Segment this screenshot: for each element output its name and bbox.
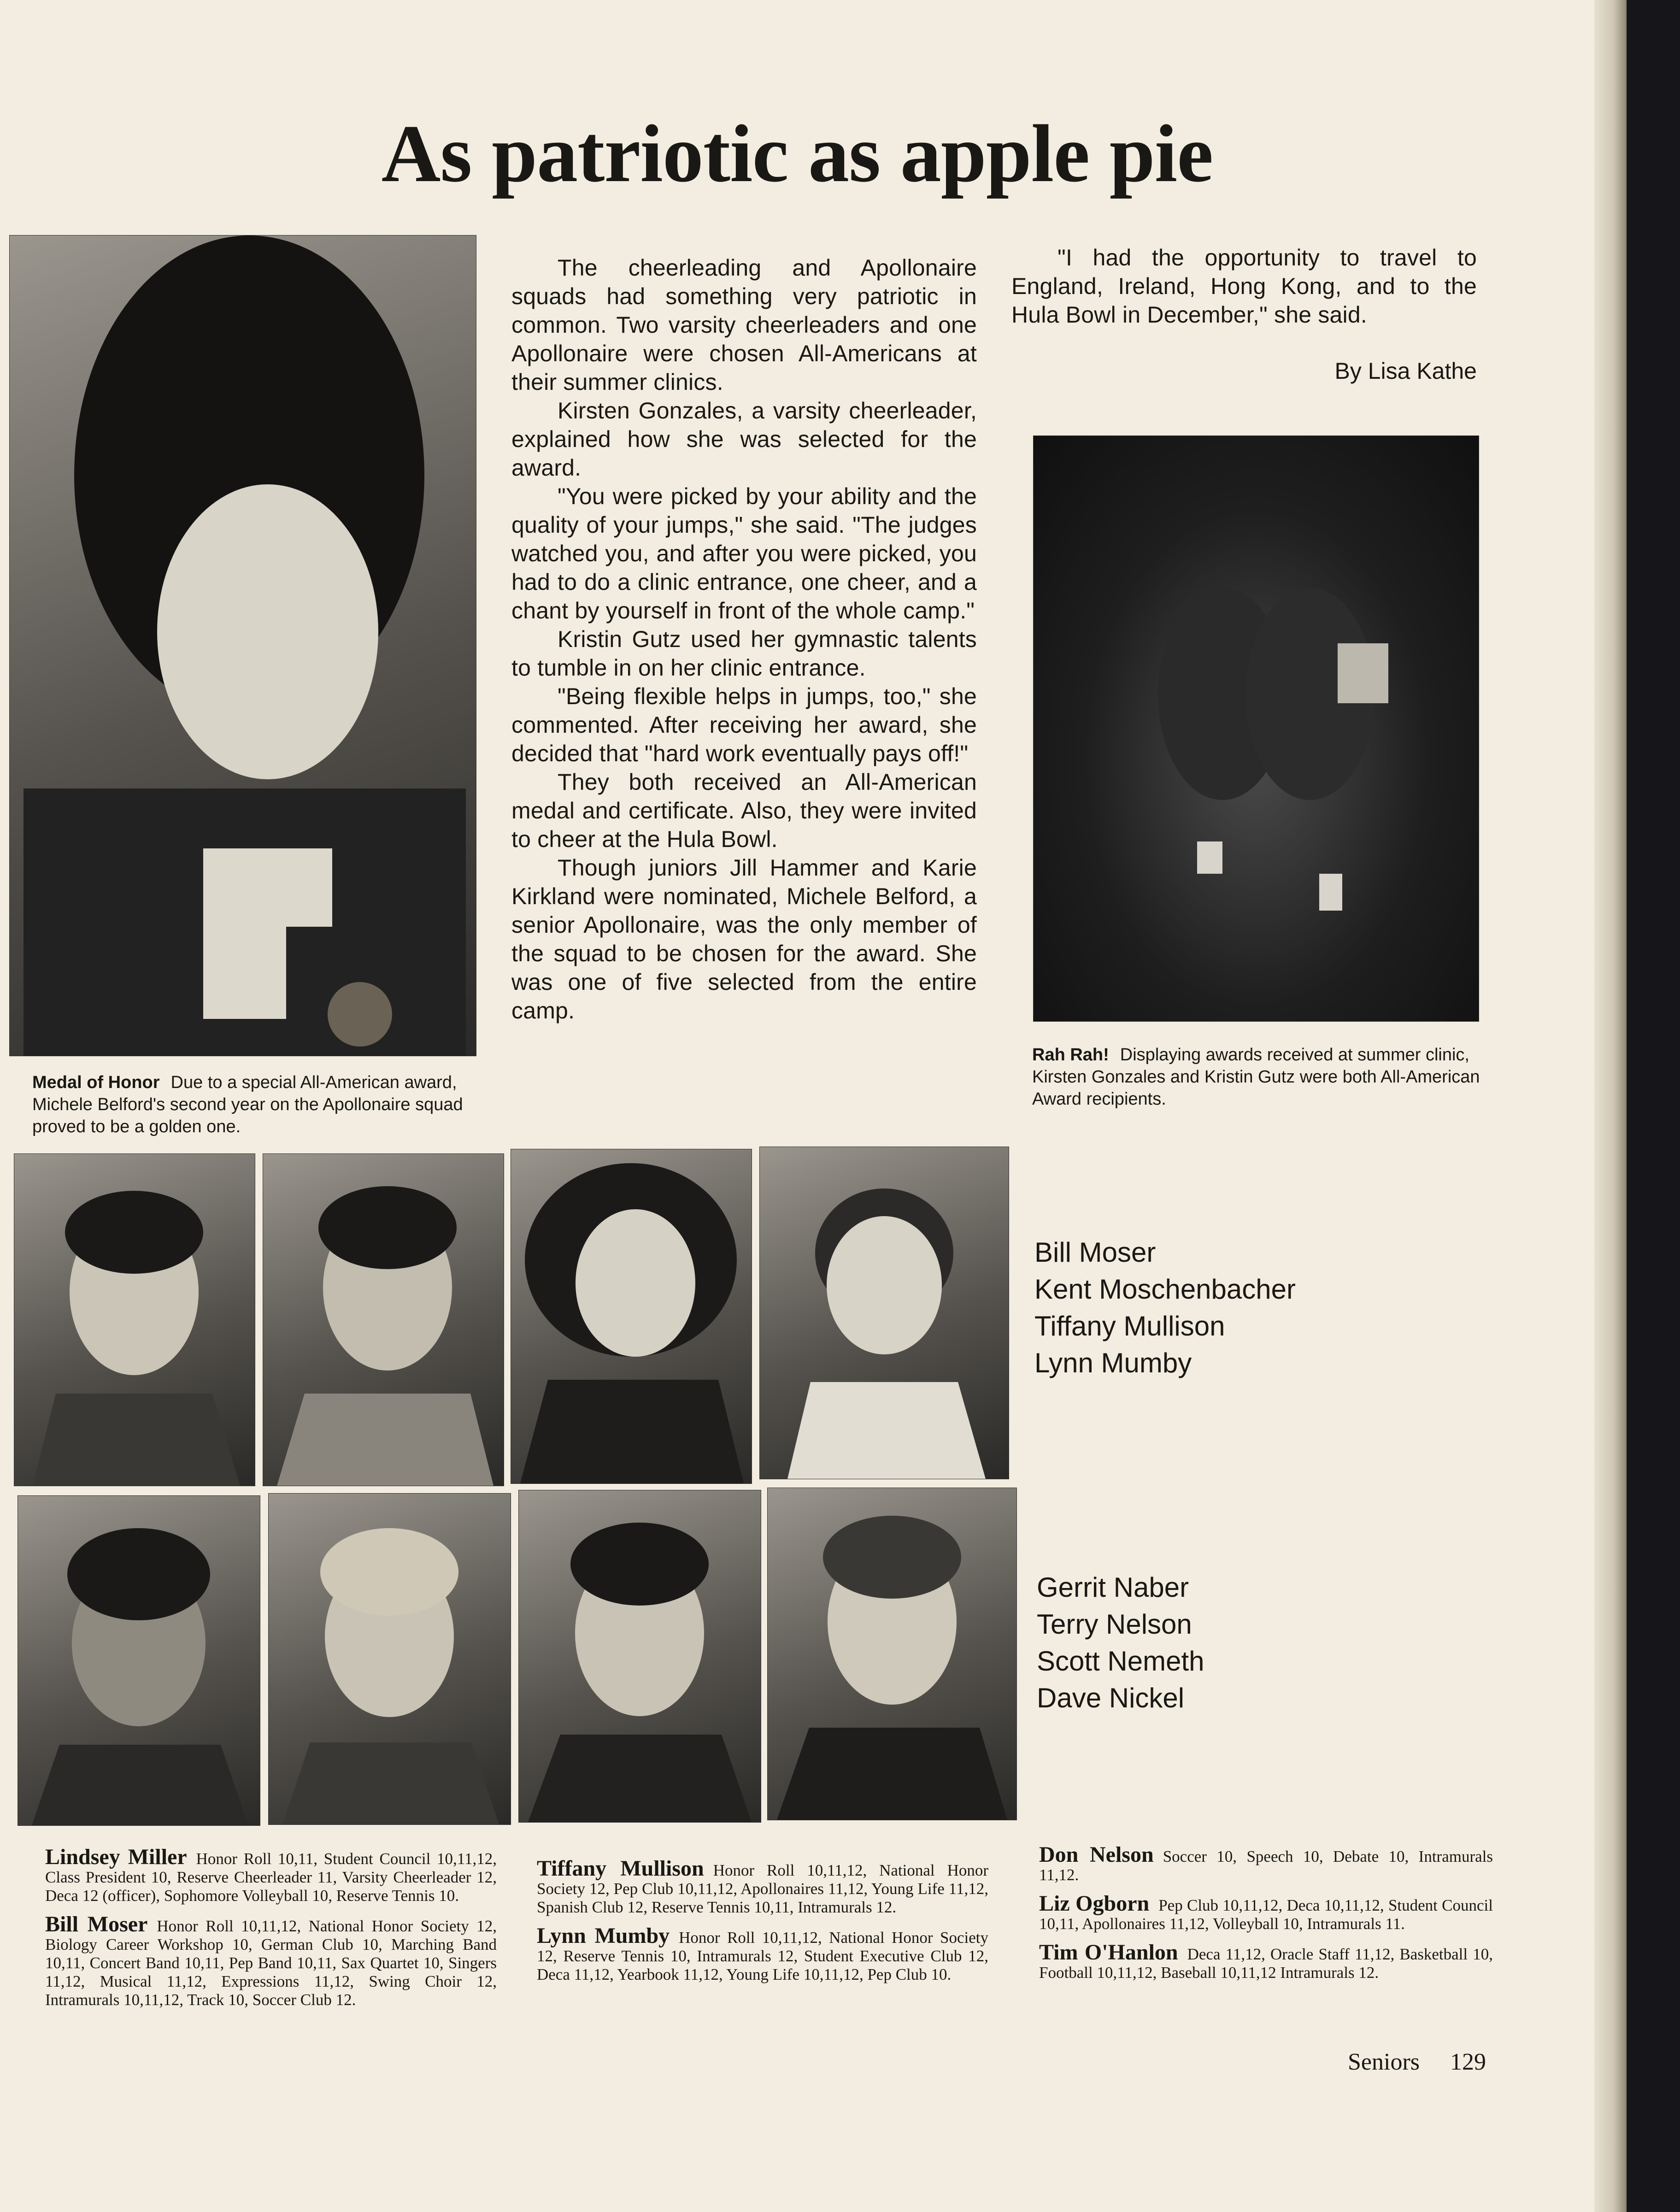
bio-name: Tim O'Hanlon — [1039, 1940, 1178, 1965]
article-body — [511, 253, 977, 1025]
article-paragraph: "You were picked by your ability and the quality of your jumps," she said. "The judges watched you, and after you were picked, you had to do a clinic entrance, one cheer, and a chant by yourself in front of the whole camp." — [511, 483, 977, 624]
bio-entry — [45, 1845, 497, 1905]
bio-text: Honor Roll 10,11, Student Council 10,11,12, Class President 10, Reserve Cheerleader 11, Varsity Cheerleader 12, Deca 12 (officer), Sophomore Volleyball 10, Reserve Tennis 10. — [45, 1850, 497, 1905]
feature-photo-medal — [9, 235, 476, 1056]
article-paragraph: Though juniors Jill Hammer and Karie Kirkland were nominated, Michele Belford, a senior Apollonaire, was the only member of the squad to be chosen for the award. She was one of five selected from the entire camp. — [511, 855, 977, 1024]
bio-text: Soccer 10, Speech 10, Debate 10, Intramurals 11,12. — [1039, 1847, 1493, 1884]
article-paragraph: The cheerleading and Apollonaire squads had something very patriotic in common. Two varsity cheerleaders and one Apollonaire were chosen All-Americans at their summer clinics. — [511, 255, 977, 395]
bio-entry — [537, 1924, 989, 1984]
portrait-name: Tiffany Mullison — [1034, 1311, 1225, 1341]
bio-text: Deca 11,12, Oracle Staff 11,12, Basketball 10, Football 10,11,12, Baseball 10,11,12 Intramurals 12. — [1039, 1945, 1493, 1982]
bio-entry — [537, 1856, 989, 1917]
portrait-photo — [268, 1493, 511, 1825]
page-edge — [1594, 0, 1627, 2212]
article-paragraph: "Being flexible helps in jumps, too," she commented. After receiving her award, she decided that "hard work eventually pays off!" — [511, 683, 977, 766]
portrait-photo — [18, 1495, 260, 1826]
page-folio — [1348, 2048, 1486, 2076]
bio-name: Liz Ogborn — [1039, 1891, 1150, 1916]
book-binding — [1627, 0, 1680, 2212]
caption-cheerleaders-title: Rah Rah! — [1032, 1045, 1109, 1065]
caption-cheerleaders — [1032, 1044, 1493, 1110]
portrait-name: Scott Nemeth — [1037, 1646, 1204, 1677]
bio-entry — [1039, 1940, 1493, 1982]
article-paragraph: Kirsten Gonzales, a varsity cheerleader, explained how she was selected for the award. — [511, 398, 977, 481]
page-headline: As patriotic as apple pie — [381, 108, 1213, 199]
portrait-name: Bill Moser — [1034, 1237, 1156, 1268]
portrait-name: Lynn Mumby — [1034, 1347, 1192, 1378]
bio-name: Bill Moser — [45, 1912, 148, 1936]
bio-text: Honor Roll 10,11,12, National Honor Society 12, Pep Club 10,11,12, Apollonaires 11,12, Young Life 11,12, Spanish Club 12, Reserve Tennis 10,11, Intramurals 12. — [537, 1861, 989, 1916]
portrait-name: Terry Nelson — [1037, 1609, 1192, 1640]
portrait-photo — [518, 1490, 761, 1823]
article-paragraph: Kristin Gutz used her gymnastic talents to tumble in on her clinic entrance. — [511, 626, 977, 681]
portrait-names-row1 — [1034, 1234, 1357, 1382]
bio-name: Lynn Mumby — [537, 1924, 670, 1948]
bio-column-middle — [537, 1856, 989, 1994]
portrait-photo — [767, 1488, 1017, 1820]
article-byline: By Lisa Kathe — [1334, 358, 1477, 384]
bio-name: Lindsey Miller — [45, 1845, 187, 1869]
feature-photo-cheerleaders — [1033, 435, 1479, 1022]
bio-text: Honor Roll 10,11,12, National Honor Society 12, Biology Career Workshop 10, German Club 10, Marching Band 10,11, Concert Band 10,11, Pep Band 10,11, Sax Quartet 10, Singers 11,12, Musical 11,12, Expressions 11,12, Swing Choir 12, Intramurals 10,11,12, Track 10, Soccer Club 12. — [45, 1917, 497, 2009]
folio-page-number: 129 — [1450, 2049, 1486, 2075]
article-quote — [1011, 243, 1477, 329]
bio-name: Don Nelson — [1039, 1842, 1154, 1867]
caption-medal-text: Due to a special All-American award, Michele Belford's second year on the Apollonaire squad proved to be a golden one. — [32, 1073, 463, 1136]
portrait-photo — [759, 1147, 1009, 1479]
portrait-photo — [14, 1153, 255, 1486]
article-paragraph: They both received an All-American medal and certificate. Also, they were invited to cheer at the Hula Bowl. — [511, 769, 977, 852]
bio-entry — [1039, 1891, 1493, 1933]
article-quote-text: "I had the opportunity to travel to England, Ireland, Hong Kong, and to the Hula Bowl in December," she said. — [1011, 245, 1477, 328]
bio-entry — [1039, 1842, 1493, 1884]
caption-cheerleaders-text: Displaying awards received at summer clinic, Kirsten Gonzales and Kristin Gutz were both All-American Award recipients. — [1032, 1045, 1480, 1109]
bio-name: Tiffany Mullison — [537, 1856, 704, 1881]
bio-column-right — [1039, 1842, 1493, 1992]
folio-section: Seniors — [1348, 2049, 1420, 2075]
portrait-name: Gerrit Naber — [1037, 1572, 1189, 1603]
bio-entry — [45, 1912, 497, 2009]
portrait-names-row2 — [1037, 1569, 1359, 1717]
portrait-photo — [263, 1153, 504, 1486]
caption-medal — [32, 1071, 488, 1138]
portrait-name: Dave Nickel — [1037, 1683, 1185, 1713]
bio-column-left — [45, 1845, 497, 2019]
bio-text: Pep Club 10,11,12, Deca 10,11,12, Student Council 10,11, Apollonaires 11,12, Volleyball 10, Intramurals 11. — [1039, 1896, 1493, 1933]
portrait-photo — [511, 1149, 752, 1484]
bio-text: Honor Roll 10,11,12, National Honor Society 12, Reserve Tennis 10, Intramurals 12, Student Executive Club 12, Deca 11,12, Yearbook 11,12, Young Life 10,11,12, Pep Club 10. — [537, 1929, 989, 1983]
portrait-name: Kent Moschenbacher — [1034, 1274, 1296, 1305]
caption-medal-title: Medal of Honor — [32, 1073, 160, 1092]
